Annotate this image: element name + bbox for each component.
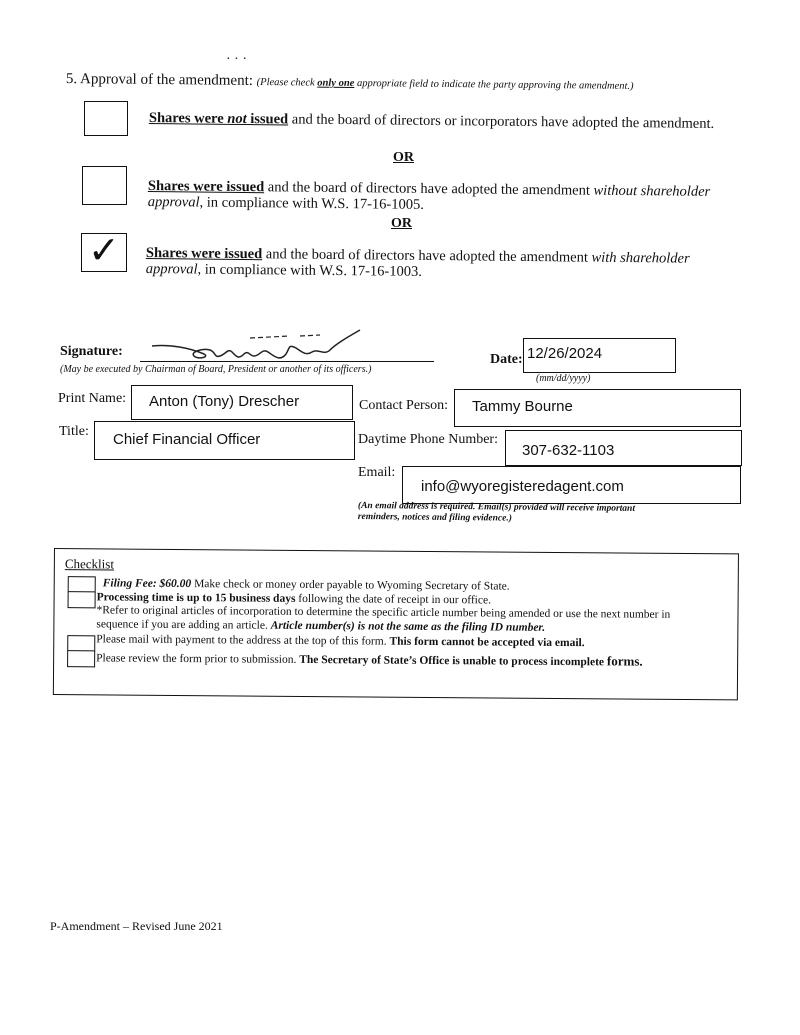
contact-person-label: Contact Person: [359, 398, 449, 413]
checklist-mail-text: Please mail with payment to the address at the top of this form. [96, 633, 390, 648]
checklist-fee-text: Make check or money order payable to Wyoming Secretary of State. [191, 578, 510, 593]
print-name-value: Anton (Tony) Drescher [149, 393, 300, 410]
approval-checkbox-with-approval[interactable] [81, 228, 127, 272]
option3-text: and the board of directors have adopted the amendment [262, 246, 592, 266]
checklist-item-article-line2 [96, 618, 545, 634]
phone-field[interactable] [505, 430, 742, 466]
option3-lead: Shares were issued [145, 245, 263, 263]
checklist-review-bold-end: forms. [606, 653, 643, 669]
contact-person-field[interactable] [454, 389, 741, 427]
email-value: info@wyoregisteredagent.com [421, 478, 624, 495]
scan-marks: · · · [226, 52, 247, 67]
or-label-1: OR [393, 150, 414, 165]
option1-lead: Shares were [148, 110, 228, 127]
checklist-panel [53, 548, 739, 700]
approval-checkbox-not-issued[interactable] [84, 101, 128, 136]
revision-footer: P-Amendment – Revised June 2021 [50, 919, 223, 933]
option1-lead-emph: not [227, 110, 247, 128]
phone-value: 307-632-1103 [522, 442, 615, 459]
contact-person-value: Tammy Bourne [472, 398, 573, 415]
checklist-title: Checklist [64, 556, 115, 572]
checklist-review-bold: The Secretary of State’s Office is unable to process incomplete [299, 653, 607, 669]
checklist-processing-bold: Processing time is up to 15 business days [96, 591, 296, 605]
email-note [358, 501, 635, 526]
section5-title: 5. Approval of the amendment: [65, 71, 254, 89]
checklist-fee-label: Filing Fee: $60.00 [102, 577, 192, 591]
option-with-approval-text [146, 245, 726, 283]
email-note-line1: (An email address is required. Email(s) provided will receive important [357, 501, 636, 514]
section5-heading [66, 71, 634, 94]
email-note-line2: reminders, notices and filing evidence.) [357, 511, 512, 524]
email-field[interactable] [402, 466, 741, 504]
option2-text: and the board of directors have adopted the amendment [264, 179, 594, 199]
title-value: Chief Financial Officer [113, 431, 261, 448]
signature-note: (May be executed by Chairman of Board, President or another of its officers.) [60, 364, 372, 375]
option2-italic: without shareholder approval [147, 182, 711, 211]
option-without-approval-text [148, 178, 728, 216]
option1-lead-tail: issued [246, 111, 289, 128]
date-label: Date: [490, 352, 523, 367]
option1-text: and the board of directors or incorporators have adopted the amendment. [288, 111, 715, 132]
checklist-item-mail [96, 633, 584, 649]
checklist-item-article-line1: *Refer to original articles of incorporation to determine the specific article number being amended or use the next number in [96, 604, 671, 621]
approval-checkbox-without-approval[interactable] [82, 166, 127, 205]
option3-tail: , in compliance with W.S. 17-16-1003. [197, 261, 422, 280]
print-name-label: Print Name: [58, 391, 127, 406]
phone-label: Daytime Phone Number: [358, 432, 498, 447]
check-mark-icon: ✓ [88, 228, 120, 272]
checklist-item-review [96, 649, 643, 669]
option3-italic: with shareholder approval [145, 249, 690, 278]
title-field[interactable] [94, 421, 355, 460]
date-field[interactable] [523, 338, 676, 373]
checklist-review-text: Please review the form prior to submission. [96, 652, 300, 666]
checklist-mail-bold: This form cannot be accepted via email. [389, 635, 585, 650]
section5-instruction-suffix: appropriate field to indicate the party approving the amendment.) [354, 78, 634, 92]
print-name-field[interactable] [131, 385, 353, 420]
date-value: 12/26/2024 [527, 345, 603, 362]
option2-lead: Shares were issued [147, 178, 265, 196]
option-not-issued-text [149, 110, 714, 133]
email-label: Email: [358, 465, 396, 480]
checklist-article-emph: Article number(s) is not the same as the filing ID number. [270, 619, 546, 634]
or-label-2: OR [391, 216, 412, 231]
checklist-checkbox-processing[interactable] [68, 591, 96, 608]
checklist-processing-text: following the date of receipt in our office. [295, 592, 492, 607]
checklist-article-text: sequence if you are adding an article. [96, 618, 271, 632]
section5-instruction-emph: only one [317, 77, 355, 90]
checklist-item-fee [103, 577, 510, 592]
title-label: Title: [59, 424, 89, 439]
section5-instruction-prefix: (Please check [256, 76, 318, 89]
signature-label: Signature: [60, 344, 123, 359]
option2-tail: , in compliance with W.S. 17-16-1005. [199, 194, 424, 213]
date-format-hint: (mm/dd/yyyy) [536, 373, 591, 384]
checklist-checkbox-review[interactable] [67, 650, 95, 667]
